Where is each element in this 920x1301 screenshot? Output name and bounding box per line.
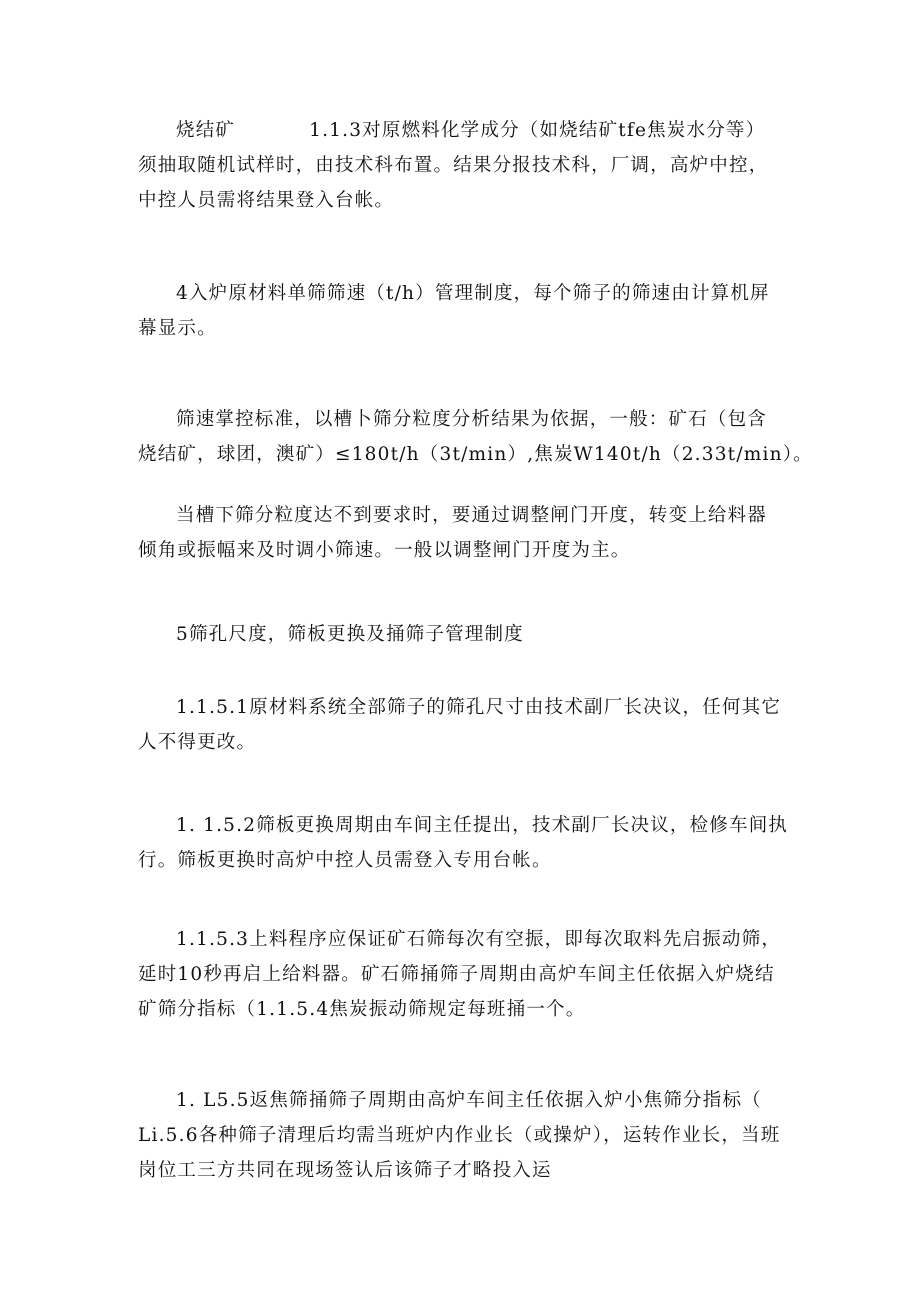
paragraph-line: 当槽下筛分粒度达不到要求时，要通过调整闸门开度，转变上给料器 [176,505,768,526]
paragraph-screen-rate-system [138,276,798,346]
paragraph-line: 1. 1.5.2筛板更换周期由车间主任提出，技术副厂长决议，检修车间执 [176,815,789,836]
paragraph-line: Li.5.6各种筛子清理后均需当班炉内作业长（或操炉），运转作业长，当班 [138,1125,781,1146]
paragraph-line: 中控人员需将结果登入台帐。 [138,190,395,211]
paragraph-line: 岗位工三方共同在现场签认后该筛子才略投入运 [138,1160,552,1181]
paragraph-line: 1.1.5.1原材料系统全部筛子的筛孔尺寸由技术副厂长决议，任何其它 [176,697,782,718]
paragraph-line: 5筛孔尺度，筛板更换及捅筛子管理制度 [176,624,524,645]
paragraph-line: 倾角或振幅来及时调小筛速。一般以调整闸门开度为主。 [138,540,631,561]
paragraph-line: 1.1.5.3上料程序应保证矿石筛每次有空振，即每次取料先启振动筛， [176,929,782,950]
paragraph-line: 筛速掌控标准，以槽卜筛分粒度分析结果为依据，一般：矿石（包含 [176,409,768,430]
paragraph-line: 延时10秒再启上给料器。矿石筛捅筛子周期由高炉车间主任依据入炉烧结 [138,964,775,985]
paragraph-loading-procedure [138,922,798,1027]
paragraph-line: 人不得更改。 [138,732,257,753]
paragraph-line: 幕显示。 [138,318,217,339]
paragraph-line: 1. L5.5返焦筛捅筛子周期由高炉车间主任依据入炉小焦筛分指标（ [176,1090,762,1111]
paragraph-line: 4入炉原材料单筛筛速（t/h）管理制度，每个筛子的筛速由计算机屏 [176,283,770,304]
paragraph-return-coke-screen [138,1083,798,1188]
paragraph-raw-material-analysis [138,113,798,218]
paragraph-aperture-decision [138,690,798,760]
paragraph-plate-replacement [138,808,798,878]
paragraph-gate-adjustment [138,498,798,568]
paragraph-line: 烧结矿，球团，澳矿）≤180t/h（3t/min）,焦炭W140t/h（2.33t/min）。 [138,444,813,465]
paragraph-line: 行。筛板更换时高炉中控人员需登入专用台帐。 [138,850,552,871]
paragraph-lead-label: 烧结矿 [176,120,236,141]
paragraph-line: 须抽取随机试样时，由技术科布置。结果分报技术科，厂调，高炉中控， [138,155,769,176]
section-heading-screen-management [138,617,798,652]
paragraph-line: 矿筛分指标（1.1.5.4焦炭振动筛规定每班捅一个。 [138,999,586,1020]
paragraph-screen-rate-standard [138,402,813,472]
paragraph-line: 1.1.3对原燃料化学成分（如烧结矿tfe焦炭水分等） [309,120,766,141]
